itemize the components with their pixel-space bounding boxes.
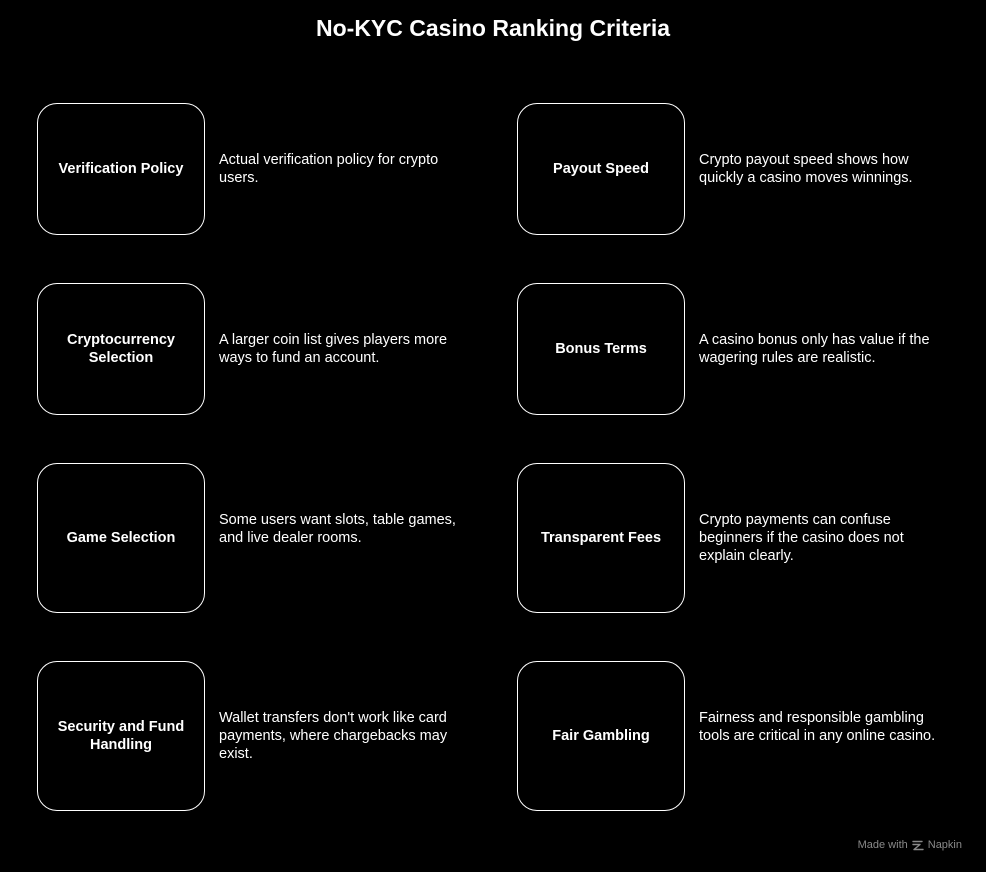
diagram-title: No-KYC Casino Ranking Criteria bbox=[316, 15, 670, 41]
criterion-label: Game Selection bbox=[66, 530, 176, 546]
criterion-label: Bonus Terms bbox=[555, 341, 647, 357]
criterion-box bbox=[517, 661, 685, 811]
napkin-brand-text: Napkin bbox=[927, 839, 962, 851]
criterion-description: A larger coin list gives players more ways to fund an account. bbox=[219, 332, 448, 366]
made-with-text: Made with bbox=[857, 839, 908, 851]
criterion-box bbox=[517, 463, 685, 613]
napkin-logo-icon bbox=[912, 840, 924, 851]
criterion-description: Fairness and responsible gambling tools are critical in any online casino. bbox=[699, 710, 936, 744]
criterion-box bbox=[37, 463, 205, 613]
criterion-box bbox=[517, 103, 685, 235]
criterion-description: Crypto payout speed shows how quickly a casino moves winnings. bbox=[699, 152, 913, 186]
criterion-box bbox=[37, 283, 205, 415]
criterion-description: Wallet transfers don't work like card payments, where chargebacks may exist. bbox=[219, 710, 448, 762]
criterion-label: Cryptocurrency Selection bbox=[67, 332, 175, 366]
criterion-box bbox=[37, 103, 205, 235]
criterion-label: Security and Fund Handling bbox=[57, 719, 185, 753]
criterion-label: Transparent Fees bbox=[540, 530, 662, 546]
criterion-label: Payout Speed bbox=[553, 161, 649, 177]
criterion-description: A casino bonus only has value if the wagering rules are realistic. bbox=[699, 332, 930, 366]
criterion-box bbox=[517, 283, 685, 415]
criterion-description: Crypto payments can confuse beginners if the casino does not explain clearly. bbox=[699, 512, 904, 564]
napkin-watermark[interactable] bbox=[858, 839, 962, 851]
criterion-label: Verification Policy bbox=[58, 161, 184, 177]
criterion-label: Fair Gambling bbox=[552, 728, 650, 744]
criterion-box bbox=[37, 661, 205, 811]
criterion-description: Actual verification policy for crypto users. bbox=[219, 152, 439, 186]
criterion-description: Some users want slots, table games, and live dealer rooms. bbox=[219, 512, 456, 546]
